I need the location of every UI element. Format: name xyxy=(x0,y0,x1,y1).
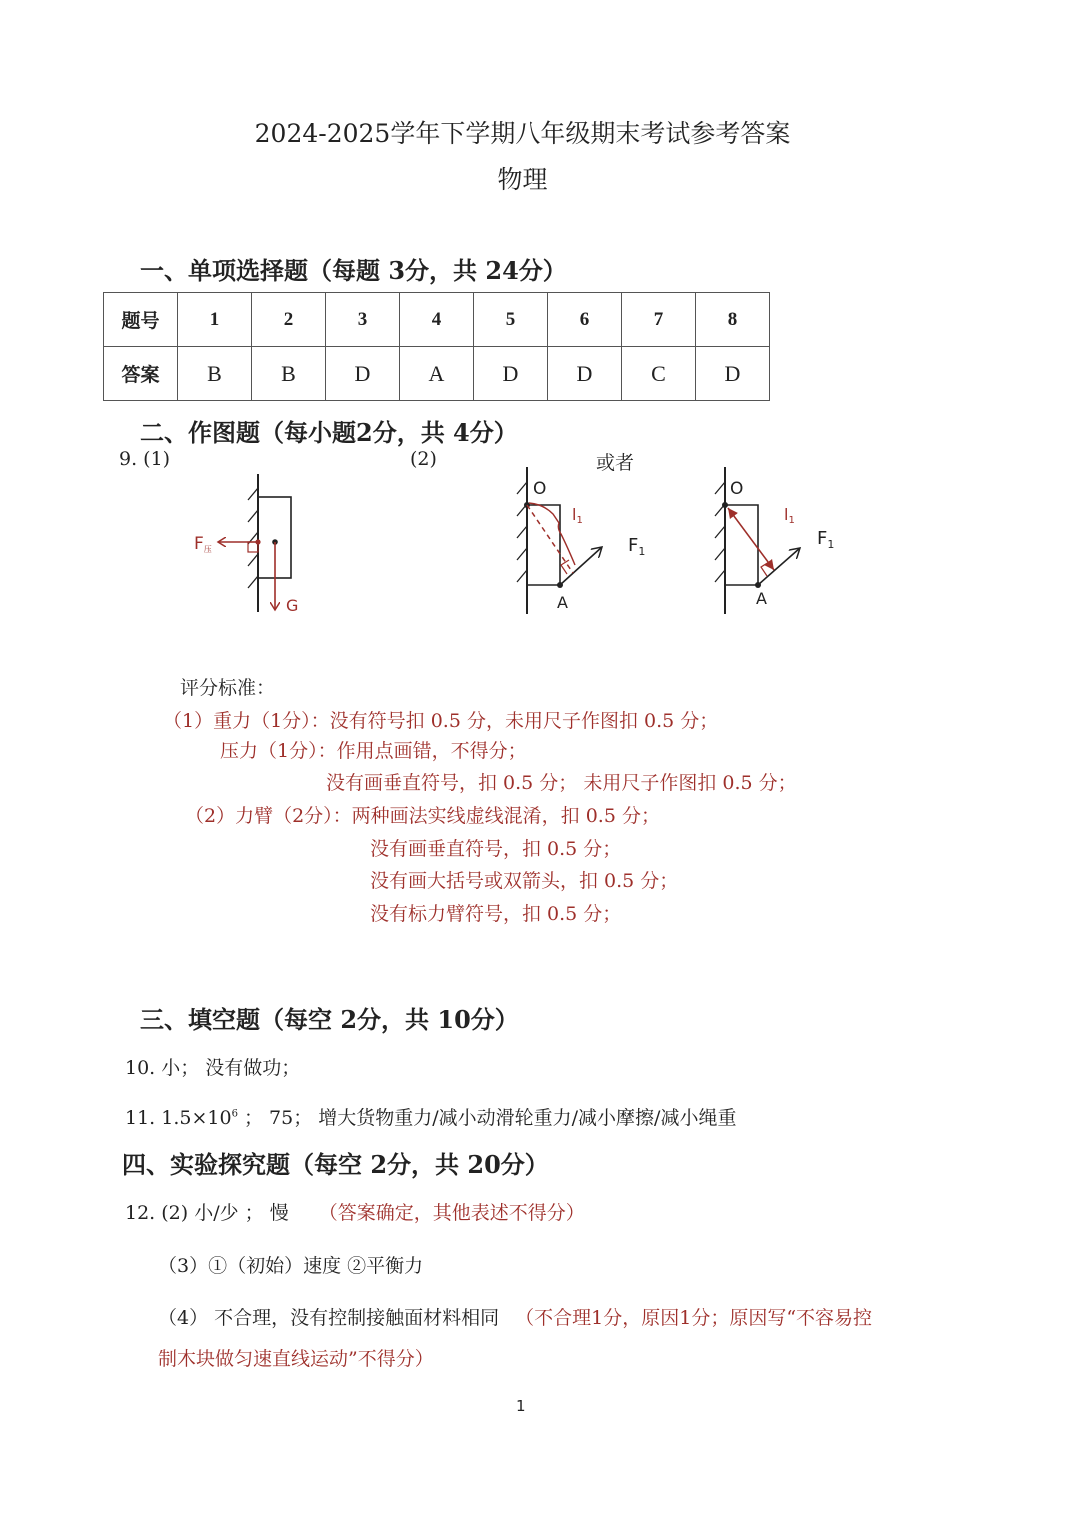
grading-line: （2）力臂（2分）：两种画法实线虚线混淆，扣 0.5 分； xyxy=(185,805,660,827)
question-number: 1 xyxy=(178,293,252,347)
point-label: A xyxy=(557,593,568,612)
question-12-4-answer: （4） 不合理，没有控制接触面材料相同 （不合理1分，原因1分；原因写“不容易控 xyxy=(158,1307,873,1329)
grading-line: 压力（1分）：作用点画错，不得分； xyxy=(220,740,527,762)
table-row-numbers xyxy=(104,293,770,347)
figure-pressure-gravity xyxy=(180,470,320,620)
question-number: 3 xyxy=(326,293,400,347)
document-title: 2024-2025学年下学期八年级期末考试参考答案 xyxy=(254,119,791,148)
or-label: 或者 xyxy=(596,452,635,474)
section3-heading: 三、填空题（每空 2分，共 10分） xyxy=(140,1005,519,1034)
question-number: 5 xyxy=(474,293,548,347)
subject-title: 物理 xyxy=(497,165,548,194)
force-arrow xyxy=(758,548,800,585)
question-11-answer: 11. $1.5\times 10^6$ ； 75； 增大货物重力/减小动滑轮重力/减小摩擦/减小绳重 xyxy=(125,1107,737,1129)
answer-cell: C xyxy=(622,347,696,401)
pivot-label: O xyxy=(730,479,744,499)
grading-line: 没有画垂直符号，扣 0.5 分； xyxy=(370,838,622,860)
figure-lever-dashed xyxy=(505,462,665,622)
gravity-label: G xyxy=(286,596,299,615)
question-9-part2-label: (2) xyxy=(410,448,437,470)
row-label-number: 题号 xyxy=(104,293,178,347)
answer-cell: A xyxy=(400,347,474,401)
question-number: 8 xyxy=(696,293,770,347)
answer-table xyxy=(103,292,770,401)
question-number: 4 xyxy=(400,293,474,347)
grading-line: 没有画大括号或双箭头，扣 0.5 分； xyxy=(370,870,679,892)
section1-heading: 一、单项选择题（每题 3分，共 24分） xyxy=(140,256,567,285)
question-10-answer: 10. 小； 没有做功； xyxy=(125,1057,301,1079)
dashed-extension xyxy=(527,505,573,573)
right-angle-mark xyxy=(761,562,769,576)
question-number: 2 xyxy=(252,293,326,347)
row-label-answer: 答案 xyxy=(104,347,178,401)
arm-double-arrow xyxy=(728,508,774,570)
pivot-point xyxy=(722,502,728,508)
page-number: 1 xyxy=(516,1397,526,1415)
arm-label: l1 xyxy=(572,505,583,526)
force-label: $F_1$ xyxy=(817,528,835,551)
answer-cell: D xyxy=(474,347,548,401)
right-angle-mark xyxy=(561,560,569,574)
force-label: $F_1$ xyxy=(628,535,646,558)
grading-line: （1）重力（1分）：没有符号扣 0.5 分，未用尺子作图扣 0.5 分； xyxy=(163,710,719,732)
section4-heading: 四、实验探究题（每空 2分，共 20分） xyxy=(122,1150,549,1179)
question-12-4-note-continued: 制木块做匀速直线运动”不得分） xyxy=(158,1348,434,1370)
question-12-2-answer: 12. (2) 小/少 ； 慢 （答案确定，其他表述不得分） xyxy=(125,1202,585,1224)
arm-brace xyxy=(529,503,575,565)
lever-frame xyxy=(725,505,758,585)
table-row-answers xyxy=(104,347,770,401)
question-9-label: 9. (1) xyxy=(119,448,171,470)
grading-line: 没有标力臂符号，扣 0.5 分； xyxy=(370,903,622,925)
grading-line: 没有画垂直符号，扣 0.5 分； 未用尺子作图扣 0.5 分； xyxy=(326,772,797,794)
answer-cell: D xyxy=(326,347,400,401)
figure-lever-solid xyxy=(700,462,860,622)
answer-cell: D xyxy=(548,347,622,401)
pivot-label: O xyxy=(533,479,547,499)
question-number: 6 xyxy=(548,293,622,347)
answer-cell: D xyxy=(696,347,770,401)
answer-cell: B xyxy=(252,347,326,401)
question-number: 7 xyxy=(622,293,696,347)
pressure-label: F压 xyxy=(194,534,212,554)
section2-heading: 二、作图题（每小题2分，共 4分） xyxy=(140,418,518,447)
force-arrow xyxy=(560,547,602,585)
grading-title: 评分标准： xyxy=(180,677,276,699)
question-12-3-answer: （3）①（初始）速度 ②平衡力 xyxy=(158,1255,424,1277)
arm-label: l1 xyxy=(784,505,795,526)
point-label: A xyxy=(756,589,767,608)
answer-cell: B xyxy=(178,347,252,401)
wall xyxy=(517,467,527,614)
wall xyxy=(715,467,725,614)
